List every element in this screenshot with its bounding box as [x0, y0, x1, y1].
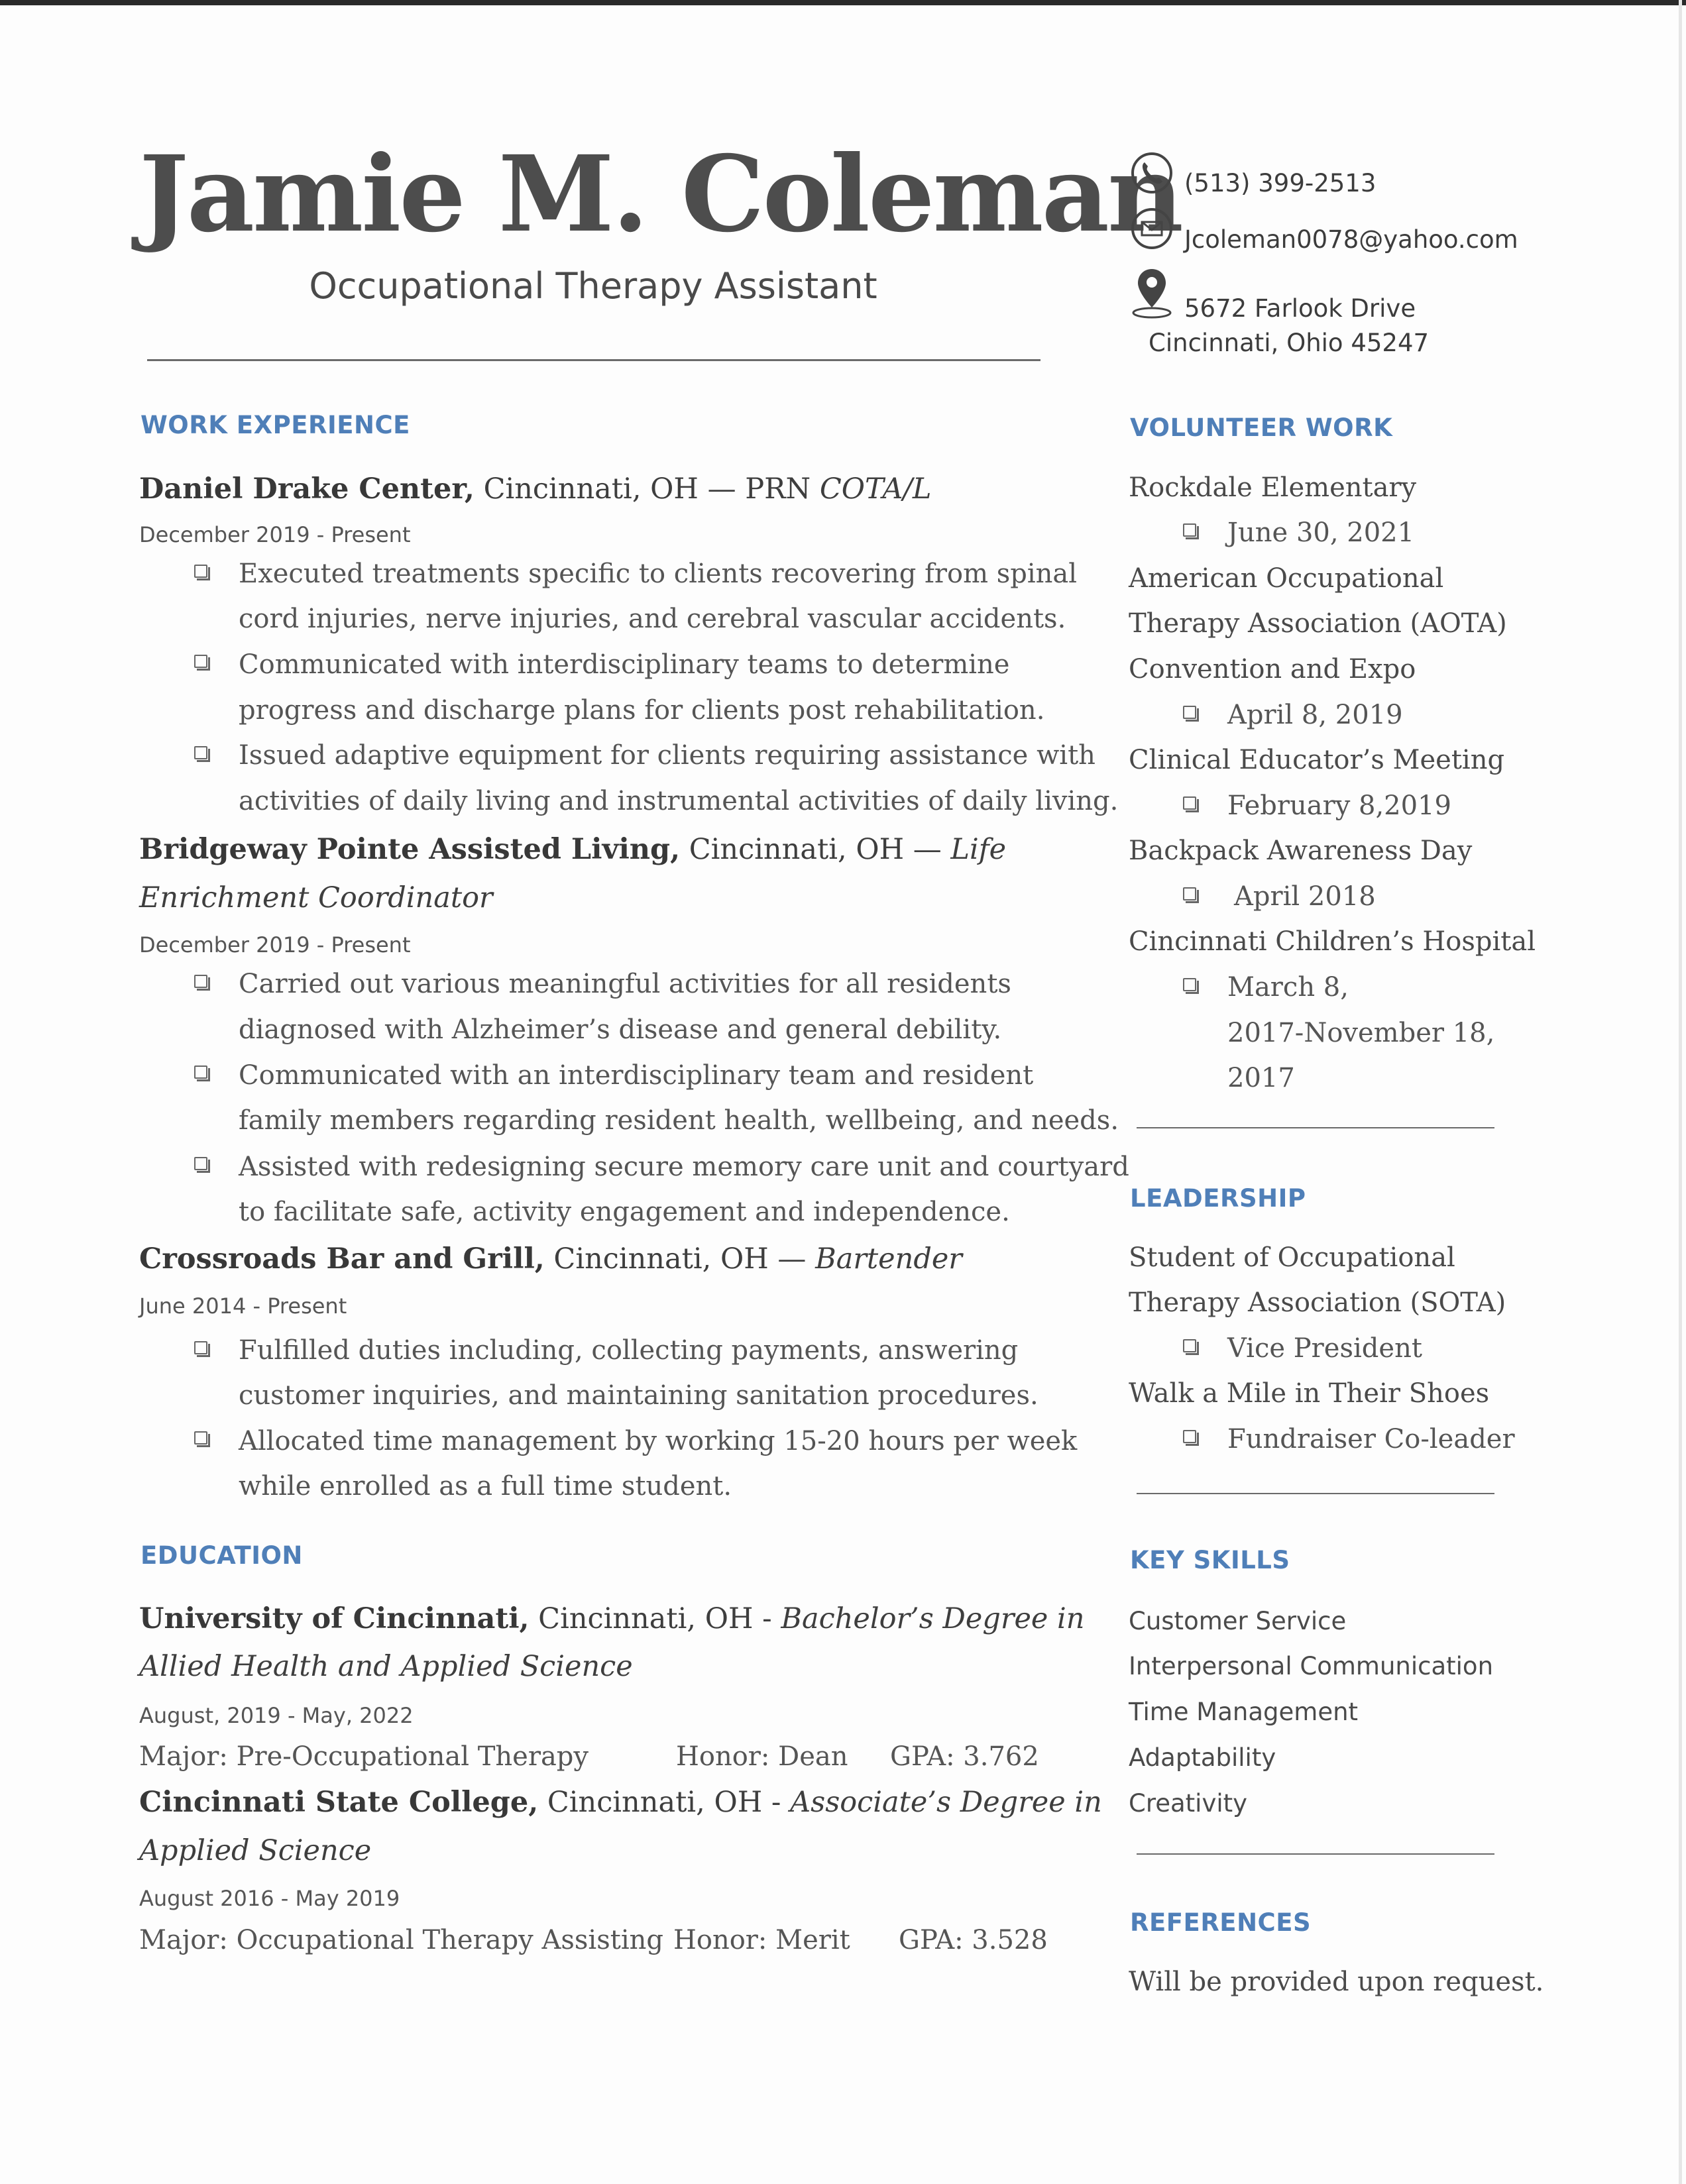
header-divider	[147, 359, 1040, 361]
checkbox-bullet-icon	[194, 1341, 207, 1354]
volunteer-org: Convention and Expo	[1129, 654, 1416, 684]
checkbox-bullet-icon	[194, 1431, 207, 1445]
school-date: August, 2019 - May, 2022	[139, 1703, 414, 1728]
leadership-role: Fundraiser Co-leader	[1227, 1424, 1515, 1454]
volunteer-org: Backpack Awareness Day	[1129, 836, 1473, 866]
skill-item: Creativity	[1129, 1789, 1248, 1818]
skill-item: Time Management	[1129, 1698, 1359, 1726]
school-major: Major: Pre-Occupational Therapy	[139, 1741, 589, 1772]
school-major: Major: Occupational Therapy Assisting	[139, 1925, 663, 1955]
job-date: June 2014 - Present	[139, 1293, 347, 1319]
school-honor: Honor: Dean	[676, 1741, 848, 1772]
school-gpa: GPA: 3.762	[890, 1741, 1039, 1772]
job-title: Daniel Drake Center, Cincinnati, OH — PRN COTA/L	[139, 472, 932, 506]
job-title: Bridgeway Pointe Assisted Living, Cincinnati, OH — Life	[139, 833, 1007, 866]
checkbox-bullet-icon	[1183, 706, 1196, 719]
school-degree-continued: Applied Science	[139, 1834, 372, 1867]
checkbox-bullet-icon	[1183, 1430, 1196, 1443]
phone-icon	[1130, 151, 1174, 197]
school-degree-continued: Allied Health and Applied Science	[139, 1650, 633, 1683]
volunteer-date: March 8,	[1227, 972, 1349, 1003]
volunteer-heading: VOLUNTEER WORK	[1130, 413, 1393, 442]
checkbox-bullet-icon	[194, 1157, 207, 1170]
work-experience-heading: WORK EXPERIENCE	[140, 411, 410, 439]
volunteer-date: April 8, 2019	[1227, 700, 1403, 730]
job-title: Crossroads Bar and Grill, Cincinnati, OH — Bartender	[139, 1242, 962, 1276]
candidate-name: Jamie M. Coleman	[139, 133, 1182, 256]
key-skills-heading: KEY SKILLS	[1130, 1546, 1290, 1574]
job-bullet-line: customer inquiries, and maintaining sanitation procedures.	[239, 1380, 1039, 1411]
leadership-heading: LEADERSHIP	[1130, 1184, 1306, 1213]
leadership-role: Vice President	[1227, 1333, 1422, 1364]
references-heading: REFERENCES	[1130, 1908, 1312, 1937]
email-address[interactable]: Jcoleman0078@yahoo.com	[1184, 225, 1518, 254]
volunteer-date: April 2018	[1234, 881, 1376, 912]
checkbox-bullet-icon	[1183, 978, 1196, 991]
volunteer-org: Cincinnati Children’s Hospital	[1129, 926, 1536, 957]
job-bullet-line: progress and discharge plans for clients post rehabilitation.	[239, 695, 1045, 726]
address-line2: Cincinnati, Ohio 45247	[1149, 329, 1430, 357]
education-heading: EDUCATION	[140, 1541, 303, 1570]
volunteer-date: 2017-November 18,	[1227, 1018, 1495, 1048]
skill-item: Adaptability	[1129, 1743, 1276, 1772]
job-bullet-line: Communicated with interdisciplinary teams to determine	[239, 649, 1010, 680]
school-title: Cincinnati State College, Cincinnati, OH - Associate’s Degree in	[139, 1786, 1102, 1819]
job-bullet-line: to facilitate safe, activity engagement and independence.	[239, 1197, 1010, 1227]
school-title: University of Cincinnati, Cincinnati, OH - Bachelor’s Degree in	[139, 1602, 1085, 1635]
volunteer-divider	[1137, 1127, 1494, 1128]
volunteer-date: February 8,2019	[1227, 791, 1451, 821]
job-date: December 2019 - Present	[139, 932, 411, 957]
job-bullet-line: cord injuries, nerve injuries, and cerebral vascular accidents.	[239, 604, 1066, 634]
address-line1: 5672 Farlook Drive	[1184, 294, 1416, 323]
checkbox-bullet-icon	[1183, 887, 1196, 901]
job-bullet-line: Allocated time management by working 15-20 hours per week	[239, 1426, 1078, 1456]
leadership-org: Therapy Association (SOTA)	[1129, 1287, 1506, 1318]
leadership-divider	[1137, 1493, 1494, 1494]
school-honor: Honor: Merit	[673, 1925, 850, 1955]
job-bullet-line: Fulfilled duties including, collecting payments, answering	[239, 1335, 1019, 1366]
checkbox-bullet-icon	[194, 1065, 207, 1079]
job-bullet-line: Issued adaptive equipment for clients requiring assistance with	[239, 740, 1096, 771]
job-bullet-line: while enrolled as a full time student.	[239, 1471, 732, 1502]
job-date: December 2019 - Present	[139, 522, 411, 547]
job-bullet-line: Communicated with an interdisciplinary team and resident	[239, 1060, 1034, 1091]
volunteer-org: Clinical Educator’s Meeting	[1129, 745, 1505, 775]
checkbox-bullet-icon	[194, 565, 207, 578]
phone-number[interactable]: (513) 399-2513	[1184, 169, 1377, 197]
volunteer-org: Therapy Association (AOTA)	[1129, 608, 1507, 639]
skill-item: Interpersonal Communication	[1129, 1652, 1494, 1680]
job-bullet-line: Assisted with redesigning secure memory care unit and courtyard	[239, 1152, 1129, 1182]
checkbox-bullet-icon	[1183, 523, 1196, 537]
map-pin-icon	[1130, 266, 1174, 322]
job-title-continued: Enrichment Coordinator	[139, 881, 493, 914]
skills-divider	[1137, 1853, 1494, 1855]
leadership-org: Walk a Mile in Their Shoes	[1129, 1378, 1490, 1409]
volunteer-org: Rockdale Elementary	[1129, 472, 1417, 503]
volunteer-date: June 30, 2021	[1227, 518, 1415, 548]
leadership-org: Student of Occupational	[1129, 1242, 1455, 1273]
volunteer-date: 2017	[1227, 1063, 1295, 1093]
checkbox-bullet-icon	[194, 975, 207, 988]
job-bullet-line: activities of daily living and instrumental activities of daily living.	[239, 786, 1119, 816]
school-gpa: GPA: 3.528	[899, 1925, 1048, 1955]
references-text: Will be provided upon request.	[1129, 1967, 1544, 1997]
volunteer-org: American Occupational	[1129, 563, 1444, 594]
scan-top-edge	[0, 0, 1686, 5]
job-bullet-line: Executed treatments specific to clients recovering from spinal	[239, 559, 1078, 589]
job-bullet-line: Carried out various meaningful activities for all residents	[239, 969, 1011, 999]
job-bullet-line: family members regarding resident health, wellbeing, and needs.	[239, 1105, 1119, 1136]
checkbox-bullet-icon	[1183, 1339, 1196, 1352]
checkbox-bullet-icon	[1183, 796, 1196, 810]
scan-right-edge	[1679, 0, 1682, 2184]
candidate-title: Occupational Therapy Assistant	[309, 265, 877, 307]
checkbox-bullet-icon	[194, 655, 207, 668]
checkbox-bullet-icon	[194, 746, 207, 759]
envelope-icon	[1130, 207, 1174, 253]
skill-item: Customer Service	[1129, 1607, 1347, 1635]
school-date: August 2016 - May 2019	[139, 1886, 400, 1911]
job-bullet-line: diagnosed with Alzheimer’s disease and general debility.	[239, 1014, 1002, 1045]
